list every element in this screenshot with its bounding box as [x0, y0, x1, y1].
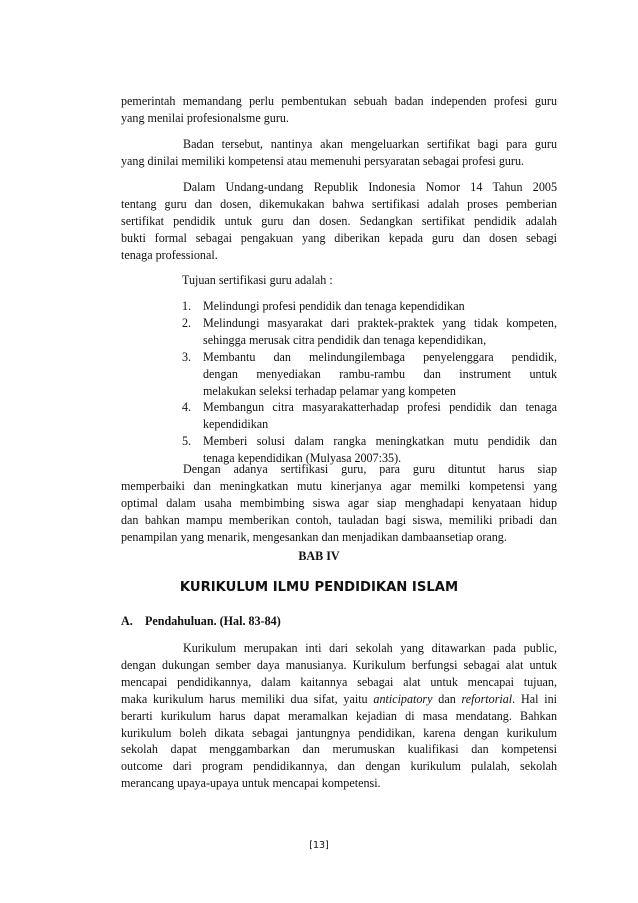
text-line: Membantu dan melindungilembaga penyelenggara pendidik, [203, 349, 557, 364]
chapter-number: BAB IV [298, 549, 340, 563]
text-line: mencapai pendidikannya, dalam kaitannya sebagai alat untuk mencapai tujuan, [121, 674, 557, 689]
italic-term: anticipatory [373, 691, 433, 706]
text-segment: . Hal ini [512, 691, 557, 706]
list-item [182, 399, 557, 433]
paragraph-undang-undang [121, 179, 557, 264]
tujuan-list [182, 298, 557, 467]
text-line: Melindungi profesi pendidik dan tenaga kependidikan [203, 299, 465, 313]
text-line: Tujuan sertifikasi guru adalah : [182, 273, 333, 287]
italic-term: refortorial [461, 691, 513, 706]
list-item [182, 315, 557, 349]
text-line [121, 691, 557, 708]
section-letter: A. [121, 614, 133, 628]
page-number: [13] [309, 840, 329, 851]
text-line: Membangun citra masyarakatterhadap profesi pendidik dan tenaga [203, 400, 557, 415]
text-segment: dan [432, 691, 462, 706]
text-line: Memberi solusi dalam rangka meningkatkan mutu pendidik dan [203, 434, 557, 449]
text-line: Dengan adanya sertifikasi guru, para guru dituntut harus siap [183, 462, 557, 476]
text-line: outcome dari program pendidikannya, dan dengan kurikulum pulalah, sekolah [121, 759, 557, 774]
text-line: Badan tersebut, nantinya akan mengeluarkan sertifikat bagi para guru [183, 137, 557, 151]
text-line: merancang upaya-upaya untuk mencapai kompetensi. [121, 776, 381, 791]
paragraph-kurikulum [121, 640, 557, 792]
text-line: optimal dalam usaha membimbing siswa agar siap menghadapi kenyataan hidup [121, 495, 557, 510]
text-line: Dalam Undang-undang Republik Indonesia Nomor 14 Tahun 2005 [183, 180, 557, 194]
text-line: memperbaiki dan meningkatkan mutu kinerjanya agar memilki kompetensi yang [121, 478, 557, 493]
text-line: kependidikan [203, 417, 269, 432]
list-number: 2. [182, 315, 192, 330]
text-line: penampilan yang menarik, mengesankan dan menjadikan dambaansetiap orang. [121, 529, 507, 544]
tujuan-intro [182, 272, 557, 289]
section-heading [121, 613, 281, 630]
text-line: dan bahkan mampu memberikan contoh, tauladan bagi siswa, memiliki pribadi dan [121, 512, 557, 527]
text-line: yang menilai profesionalsme guru. [121, 110, 289, 125]
list-number: 5. [182, 434, 192, 449]
text-line: kurikulum boleh dikata sebagai jantungnya pendidikan, karena dengan kurikulum [121, 725, 557, 740]
text-line: tenaga kependidikan (Mulyasa 2007:35). [203, 451, 402, 466]
list-number: 4. [182, 400, 192, 415]
list-item [182, 349, 557, 400]
text-line: dengan dukungan sember daya manusianya. Kurikulum berfungsi sebagai alat untuk [121, 657, 557, 672]
text-line: yang dinilai memiliki kompetensi atau memenuhi persyaratan sebagai profesi guru. [121, 153, 525, 168]
paragraph-continuation [121, 93, 557, 127]
text-line: sekolah dapat menggambarkan dan merumuskan kualifikasi dan kompetensi [121, 742, 557, 757]
text-line: tentang guru dan dosen, dikemukakan bahwa sertifikasi adalah proses pemberian [121, 196, 557, 211]
text-line: bukti formal sebagai pengakuan yang diberikan kepada guru dan dosen sebagi [121, 230, 557, 245]
text-segment: maka kurikulum harus memiliki dua sifat, yaitu [121, 691, 374, 706]
text-line: sehingga merusak citra pendidik dan tenaga kependidikan, [203, 332, 487, 347]
text-line: Melindungi masyarakat dari praktek-praktek yang tidak kompeten, [203, 315, 557, 330]
list-number: 3. [182, 349, 192, 364]
text-line: tenaga professional. [121, 247, 218, 262]
list-number: 1. [182, 299, 192, 313]
chapter-title: KURIKULUM ILMU PENDIDIKAN ISLAM [179, 580, 459, 595]
paragraph-dengan-adanya [121, 461, 557, 546]
section-title: Pendahuluan. (Hal. 83-84) [145, 614, 281, 628]
text-line: sertifikat pendidik untuk guru dan dosen. Sedangkan sertifikat pendidik adalah [121, 213, 557, 228]
text-line: Kurikulum merupakan inti dari sekolah yang ditawarkan pada public, [183, 641, 557, 655]
text-line: pemerintah memandang perlu pembentukan sebuah badan independen profesi guru [121, 94, 557, 108]
text-line: melakukan seleksi terhadap pelamar yang kompeten [203, 383, 456, 398]
list-item [182, 298, 557, 315]
paragraph-badan [121, 136, 557, 170]
text-line: berarti kurikulum harus dapat meramalkan kejadian di masa mendatang. Bahkan [121, 708, 557, 723]
text-line: dengan menyediakan rambu-rambu dan instrument untuk [203, 366, 557, 381]
